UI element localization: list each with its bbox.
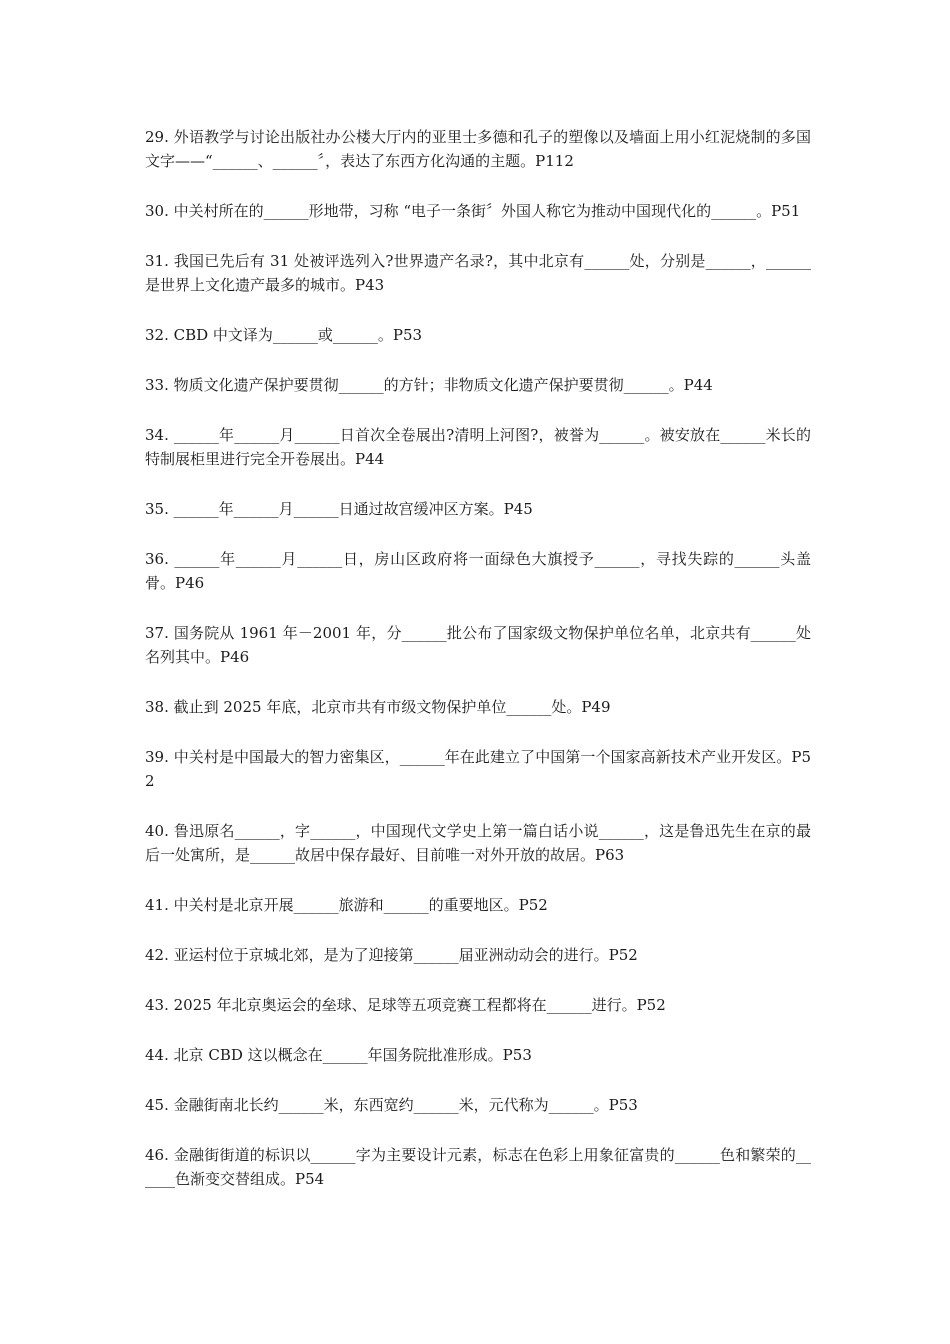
- question-43: 43. 2025 年北京奥运会的垒球、足球等五项竞赛工程都将在______进行。P52: [145, 996, 666, 1014]
- question-36: 36. ______年______月______日，房山区政府将一面绿色大旗授予______，寻找失踪的______头盖骨。P46: [145, 550, 811, 592]
- question-34: 34. ______年______月______日首次全卷展出?清明上河图?，被誉为______。被安放在______米长的特制展柜里进行完全开卷展出。P44: [145, 426, 811, 468]
- question-41: 41. 中关村是北京开展______旅游和______的重要地区。P52: [145, 896, 548, 914]
- question-44: 44. 北京 CBD 这以概念在______年国务院批准形成。P53: [145, 1046, 532, 1064]
- question-32: 32. CBD 中文译为______或______。P53: [145, 326, 423, 344]
- question-42: 42. 亚运村位于京城北郊，是为了迎接第______届亚洲动动会的进行。P52: [145, 946, 638, 964]
- question-37: 37. 国务院从 1961 年－2001 年，分______批公布了国家级文物保护单位名单，北京共有______处名列其中。P46: [145, 624, 811, 666]
- question-45: 45. 金融街南北长约______米，东西宽约______米，元代称为______。P53: [145, 1096, 638, 1114]
- question-31: 31. 我国已先后有 31 处被评选列入?世界遗产名录?，其中北京有______处，分别是______，______是世界上文化遗产最多的城市。P43: [145, 252, 811, 294]
- question-40: 40. 鲁迅原名______，字______，中国现代文学史上第一篇白话小说______，这是鲁迅先生在京的最后一处寓所，是______故居中保存最好、目前唯一对外开放的故居。P63: [145, 822, 811, 864]
- question-33: 33. 物质文化遗产保护要贯彻______的方针；非物质文化遗产保护要贯彻______。P44: [145, 376, 713, 394]
- question-29: 29. 外语教学与讨论出版社办公楼大厅内的亚里士多德和孔子的塑像以及墙面上用小红泥烧制的多国文字——“______、______〞，表达了东西方化沟通的主题。P112: [145, 128, 811, 170]
- question-30: 30. 中关村所在的______形地带，习称 “电子一条街〞外国人称它为推动中国现代化的______。P51: [145, 202, 801, 220]
- question-35: 35. ______年______月______日通过故宫缓冲区方案。P45: [145, 500, 533, 518]
- question-39: 39. 中关村是中国最大的智力密集区，______年在此建立了中国第一个国家高新技术产业开发区。P52: [145, 748, 811, 790]
- question-38: 38. 截止到 2025 年底，北京市共有市级文物保护单位______处。P49: [145, 698, 611, 716]
- question-46: 46. 金融街街道的标识以______字为主要设计元素，标志在色彩上用象征富贵的______色和繁荣的______色渐变交替组成。P54: [145, 1146, 811, 1188]
- document-page: [145, 125, 811, 1217]
